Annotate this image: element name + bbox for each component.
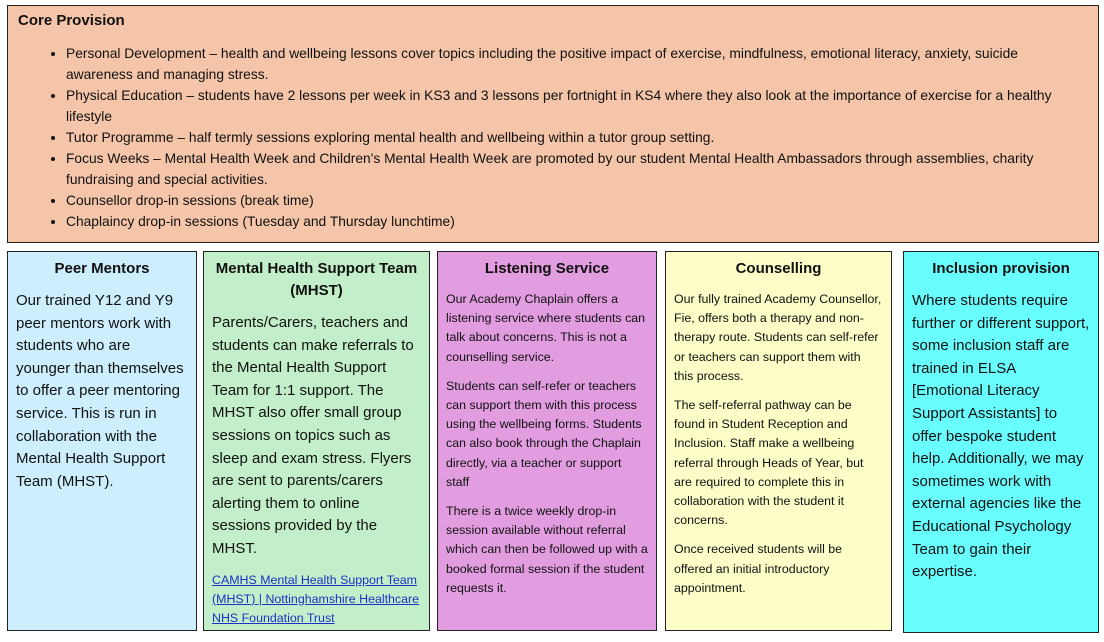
panel-text: Students can self-refer or teachers can support them with this process using the wellbeing forms. Students can also book through the Chaplain directly, via a teacher or support staff	[446, 378, 642, 489]
panel-title: Peer Mentors	[54, 260, 150, 277]
inclusion-provision-panel	[903, 251, 1099, 633]
list-item: • Focus Weeks – Mental Health Week and Children's Mental Health Week are promoted by our student Mental Health Ambassadors through assemblies, charity fundraising and special activities.	[66, 148, 1086, 190]
core-provision-list	[8, 43, 1086, 232]
list-item: • Chaplaincy drop-in sessions (Tuesday and Thursday lunchtime)	[66, 211, 1086, 232]
peer-mentors-panel	[7, 251, 197, 631]
core-provision-panel	[7, 5, 1099, 243]
counselling-panel	[665, 251, 892, 631]
panel-text: Where students require further or different support, some inclusion staff are trained in ELSA [Emotional Literacy Support Assistants] to offer bespoke student help. Additionally, we may sometimes work with external agencies like the Educational Psychology Team to gain their expertise.	[912, 292, 1090, 581]
camhs-mhst-link[interactable]: CAMHS Mental Health Support Team (MHST) | Nottinghamshire Healthcare NHS Foundation Trust	[212, 572, 420, 625]
core-provision-title: Core Provision	[18, 12, 125, 29]
panel-title: Listening Service	[484, 260, 610, 277]
list-item: • Personal Development – health and wellbeing lessons cover topics including the positive impact of exercise, mindfulness, emotional literacy, anxiety, suicide awareness and managing stress.	[66, 43, 1086, 85]
listening-service-panel	[437, 251, 657, 631]
panel-text: Our trained Y12 and Y9 peer mentors work with students who are younger than themselves to offer a peer mentoring service. This is run in collaboration with the Mental Health Support Team (MHST).	[16, 292, 184, 490]
panel-text: Our fully trained Academy Counsellor, Fie, offers both a therapy and non-therapy route. Students can self-refer or teachers can support them with this process.	[674, 292, 882, 383]
panel-title: Inclusion provision	[932, 260, 1070, 277]
panel-text: Once received students will be offered an initial introductory appointment.	[674, 542, 843, 595]
panel-title: Counselling	[735, 260, 822, 277]
panel-text: Our Academy Chaplain offers a listening service where students can talk about concerns. This is not a counselling service.	[446, 292, 646, 364]
panel-text: There is a twice weekly drop-in session available without referral which can then be followed up with a booked formal session if the student requests it.	[446, 504, 648, 595]
list-item: • Physical Education – students have 2 lessons per week in KS3 and 3 lessons per fortnight in KS4 where they also look at the importance of exercise for a healthy lifestyle	[66, 85, 1086, 127]
list-item: • Counsellor drop-in sessions (break time)	[66, 190, 1086, 211]
mhst-panel	[203, 251, 430, 631]
panel-title: Mental Health Support Team (MHST)	[215, 260, 418, 299]
panel-text: The self-referral pathway can be found in Student Reception and Inclusion. Staff make a wellbeing referral through Heads of Year, but are required to complete this in collaboration with the student it concerns.	[674, 398, 864, 528]
panel-text: Parents/Carers, teachers and students can make referrals to the Mental Health Support Team for 1:1 support. The MHST also offer small group sessions on topics such as sleep and exam stress. Flyers are sent to parents/carers alerting them to online sessions provided by the MHST.	[212, 314, 414, 557]
list-item: • Tutor Programme – half termly sessions exploring mental health and wellbeing within a tutor group setting.	[66, 127, 1086, 148]
